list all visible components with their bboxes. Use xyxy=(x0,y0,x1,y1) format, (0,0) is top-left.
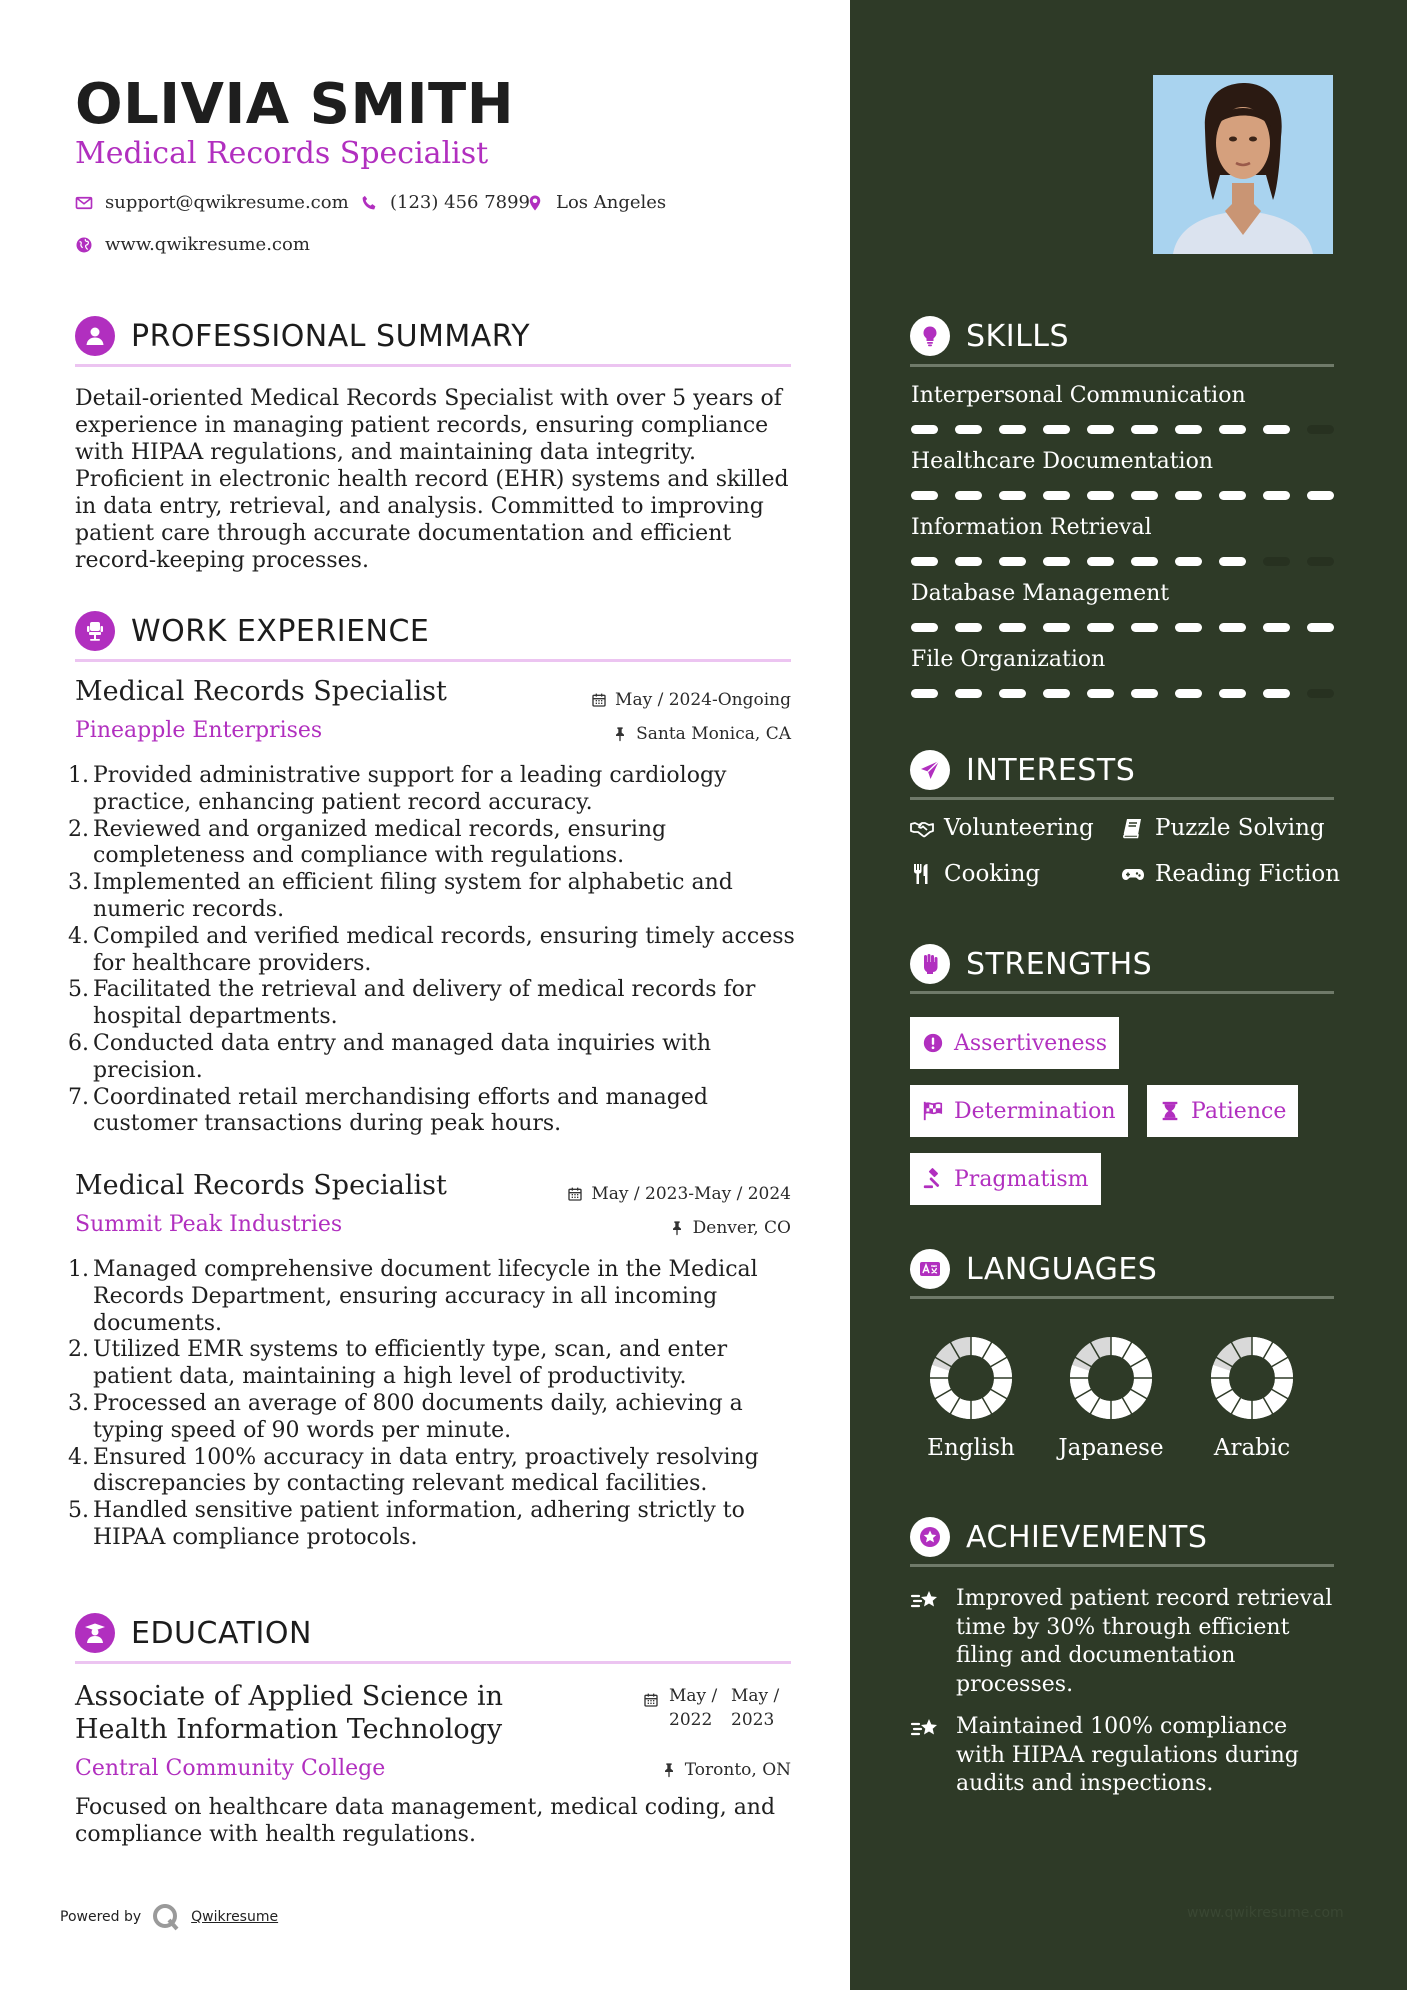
interest-item xyxy=(1121,861,1340,887)
bullet-text: Managed comprehensive document lifecycle in the Medical Records Department, ensuring accuracy in all incoming documents. xyxy=(93,1257,758,1336)
skills-heading xyxy=(910,316,1069,356)
strengths-heading-text: STRENGTHS xyxy=(966,946,1153,982)
skill-meter xyxy=(911,623,1335,632)
education-location-text: Toronto, ON xyxy=(684,1760,791,1780)
language-icon xyxy=(910,1249,950,1289)
lightbulb-icon xyxy=(910,316,950,356)
skills-heading-text: SKILLS xyxy=(966,318,1070,354)
list-item: 6. Conducted data entry and managed data inquiries with precision. xyxy=(68,1030,712,1083)
skill-name: Healthcare Documentation xyxy=(911,449,1214,474)
list-item: 5. Handled sensitive patient information, adhering strictly to HIPAA compliance protocols. xyxy=(68,1498,745,1550)
skill-dash xyxy=(1307,557,1334,566)
achievements-heading-text: ACHIEVEMENTS xyxy=(966,1519,1208,1555)
job-title: Medical Records Specialist xyxy=(75,1170,447,1201)
skill-dash xyxy=(1131,425,1158,434)
bullet-text: Compiled and verified medical records, ensuring timely access for healthcare providers. xyxy=(93,923,795,976)
language-donut xyxy=(1066,1333,1156,1423)
job-dates xyxy=(567,1184,791,1204)
interest-item xyxy=(910,815,1094,841)
strength-label: Determination xyxy=(954,1098,1116,1124)
strength-label: Patience xyxy=(1191,1098,1287,1124)
achievement-item xyxy=(910,1713,1340,1799)
skill-dash xyxy=(1175,557,1202,566)
language-item xyxy=(1197,1333,1307,1461)
star-badge-icon xyxy=(910,1517,950,1557)
language-donut xyxy=(1207,1333,1297,1423)
website-text: www.qwikresume.com xyxy=(105,234,310,255)
experience-rule xyxy=(75,659,791,662)
phone-icon xyxy=(360,194,378,212)
achievement-text: Maintained 100% compliance with HIPAA regulations during audits and inspections. xyxy=(956,1714,1299,1796)
interest-label: Volunteering xyxy=(944,815,1094,841)
education-dates xyxy=(643,1684,785,1732)
job-title: Medical Records Specialist xyxy=(75,676,447,707)
experience-heading xyxy=(75,611,429,651)
strength-chip xyxy=(910,1017,1119,1069)
calendar-icon xyxy=(567,1186,583,1202)
strengths-rule xyxy=(910,991,1334,994)
interest-label: Puzzle Solving xyxy=(1155,815,1325,841)
powered-by-text: Powered by xyxy=(60,1909,142,1925)
skill-dash xyxy=(911,491,938,500)
summary-text: Detail-oriented Medical Records Specialist with over 5 years of experience in managing patient records, ensuring compliance with HIPAA regulations, and maintaining data integrity. Proficient in electronic health record (EHR) systems and skilled in data entry, retrieval, and analysis. Committed to improving patient care through accurate documentation and efficient record-keeping processes. xyxy=(75,386,789,573)
exclamation-circle-icon xyxy=(922,1032,944,1054)
skill-dash xyxy=(1307,491,1334,500)
skill-dash xyxy=(1131,623,1158,632)
gamepad-icon xyxy=(1121,862,1145,886)
skill-dash xyxy=(1219,425,1246,434)
calendar-icon xyxy=(643,1692,659,1708)
phone-text: (123) 456 7899 xyxy=(390,192,531,213)
location-text: Los Angeles xyxy=(556,192,667,213)
skill-dash xyxy=(955,689,982,698)
envelope-icon xyxy=(75,194,93,212)
education-rule xyxy=(75,1661,791,1664)
bullet-text: Processed an average of 800 documents daily, achieving a typing speed of 90 words per minute. xyxy=(93,1390,743,1443)
gavel-icon xyxy=(922,1168,944,1190)
skill-dash xyxy=(955,557,982,566)
skill-dash xyxy=(911,623,938,632)
skill-dash xyxy=(1131,491,1158,500)
summary-heading-text: PROFESSIONAL SUMMARY xyxy=(131,318,531,354)
list-item: 2. Reviewed and organized medical records, ensuring completeness and compliance with regulations. xyxy=(68,816,667,869)
skill-dash xyxy=(1175,491,1202,500)
skill-dash xyxy=(1307,689,1334,698)
education-heading-text: EDUCATION xyxy=(131,1615,312,1651)
contact-location xyxy=(526,192,666,213)
job-location-text: Santa Monica, CA xyxy=(636,724,791,744)
job-company: Pineapple Enterprises xyxy=(75,718,323,743)
list-item: 4. Compiled and verified medical records, ensuring timely access for healthcare providers. xyxy=(68,923,795,976)
bullet-text: Utilized EMR systems to efficiently type, scan, and enter patient data, maintaining a high level of productivity. xyxy=(93,1337,728,1390)
skill-dash xyxy=(955,491,982,500)
language-donut xyxy=(926,1333,1016,1423)
interest-item xyxy=(910,861,1040,887)
summary-rule xyxy=(75,364,791,367)
hourglass-icon xyxy=(1159,1100,1181,1122)
map-pin-icon xyxy=(526,194,544,212)
skill-dash xyxy=(1219,557,1246,566)
education-start: May / 2022 xyxy=(669,1686,718,1730)
interests-rule xyxy=(910,797,1334,800)
list-item: 7. Coordinated retail merchandising efforts and managed customer transactions during peak hours. xyxy=(68,1084,708,1137)
bullet-text: Handled sensitive patient information, adhering strictly to HIPAA compliance protocols. xyxy=(93,1498,745,1550)
language-name: Japanese xyxy=(1058,1435,1164,1461)
skill-dash xyxy=(999,623,1026,632)
skill-dash xyxy=(1175,425,1202,434)
skill-name: Interpersonal Communication xyxy=(911,383,1246,408)
bullet-text: Facilitated the retrieval and delivery of medical records for hospital departments. xyxy=(93,977,756,1030)
contact-email[interactable] xyxy=(75,192,349,213)
pushpin-icon xyxy=(661,1762,677,1778)
skill-dash xyxy=(1175,689,1202,698)
pushpin-icon xyxy=(612,726,628,742)
summary-heading xyxy=(75,316,530,356)
job-dates-text: May / 2023-May / 2024 xyxy=(591,1184,791,1204)
skill-dash xyxy=(999,557,1026,566)
pushpin-icon xyxy=(669,1220,685,1236)
language-item xyxy=(1056,1333,1166,1461)
skill-dash xyxy=(999,491,1026,500)
skill-dash xyxy=(1263,557,1290,566)
graduate-icon xyxy=(75,1613,115,1653)
list-item: 1. Provided administrative support for a leading cardiology practice, enhancing patient record accuracy. xyxy=(68,763,727,815)
skills-rule xyxy=(910,364,1334,367)
achievement-item xyxy=(910,1585,1340,1699)
list-item: 2. Utilized EMR systems to efficiently type, scan, and enter patient data, maintaining a high level of productivity. xyxy=(68,1337,728,1390)
skill-dash xyxy=(1087,557,1114,566)
skill-dash xyxy=(1307,623,1334,632)
skill-dash xyxy=(1043,425,1070,434)
language-name: English xyxy=(927,1435,1015,1461)
powered-by xyxy=(60,1902,278,1932)
skill-name: Information Retrieval xyxy=(911,515,1152,540)
email-text: support@qwikresume.com xyxy=(105,192,349,213)
interest-item xyxy=(1121,815,1325,841)
skill-dash xyxy=(1263,425,1290,434)
skill-dash xyxy=(999,689,1026,698)
skill-dash xyxy=(1043,623,1070,632)
skill-dash xyxy=(1263,491,1290,500)
skill-name: File Organization xyxy=(911,647,1106,672)
skill-dash xyxy=(1043,689,1070,698)
skill-dash xyxy=(1263,689,1290,698)
handshake-icon xyxy=(910,816,934,840)
interest-label: Cooking xyxy=(944,861,1041,887)
bullet-text: Ensured 100% accuracy in data entry, proactively resolving discrepancies by contacting relevant medical facilities. xyxy=(93,1444,759,1497)
skill-dash xyxy=(1307,425,1334,434)
job-dates-text: May / 2024-Ongoing xyxy=(615,690,791,710)
education-end: May / 2023 xyxy=(731,1686,780,1730)
skill-dash xyxy=(1087,689,1114,698)
language-name: Arabic xyxy=(1213,1435,1291,1461)
achievements-rule xyxy=(910,1564,1334,1567)
bullet-text: Reviewed and organized medical records, ensuring completeness and compliance with regulations. xyxy=(93,816,667,869)
office-chair-icon xyxy=(75,611,115,651)
list-item: 1. Managed comprehensive document lifecycle in the Medical Records Department, ensuring accuracy in all incoming documents. xyxy=(68,1257,758,1336)
languages-heading-text: LANGUAGES xyxy=(966,1251,1158,1287)
education-heading xyxy=(75,1613,312,1653)
watermark: www.qwikresume.com xyxy=(1187,1905,1344,1921)
strength-chip xyxy=(1147,1085,1298,1137)
bullet-text: Conducted data entry and managed data inquiries with precision. xyxy=(93,1030,712,1083)
languages-heading xyxy=(910,1249,1157,1289)
job-company: Summit Peak Industries xyxy=(75,1212,343,1237)
skill-dash xyxy=(911,425,938,434)
skill-dash xyxy=(1263,623,1290,632)
skill-dash xyxy=(1087,491,1114,500)
job-dates xyxy=(591,690,791,710)
skill-dash xyxy=(1043,557,1070,566)
job-bullets xyxy=(68,1257,798,1552)
qwikresume-link[interactable]: Qwikresume xyxy=(191,1909,279,1925)
paper-plane-icon xyxy=(910,750,950,790)
skill-dash xyxy=(1219,491,1246,500)
list-item: 3. Implemented an efficient filing system for alphabetic and numeric records. xyxy=(68,870,733,922)
degree-title: Associate of Applied Science in Health Information Technology xyxy=(75,1681,504,1745)
list-item: 3. Processed an average of 800 documents daily, achieving a typing speed of 90 words per minute. xyxy=(68,1390,743,1443)
skill-meter xyxy=(911,557,1335,566)
school-name: Central Community College xyxy=(75,1756,386,1781)
achievement-text: Improved patient record retrieval time by 30% through efficient filing and documentation processes. xyxy=(956,1586,1333,1697)
globe-icon xyxy=(75,236,93,254)
skill-dash xyxy=(999,425,1026,434)
experience-heading-text: WORK EXPERIENCE xyxy=(131,613,430,649)
profile-photo xyxy=(1153,75,1333,254)
flag-checkered-icon xyxy=(922,1100,944,1122)
skill-meter xyxy=(911,689,1335,698)
skill-dash xyxy=(1219,689,1246,698)
interests-heading-text: INTERESTS xyxy=(966,752,1136,788)
job-location xyxy=(612,724,791,744)
skill-dash xyxy=(1219,623,1246,632)
skill-name: Database Management xyxy=(911,581,1170,606)
skill-dash xyxy=(911,689,938,698)
contact-phone[interactable] xyxy=(360,192,530,213)
skill-dash xyxy=(1043,491,1070,500)
interest-label: Reading Fiction xyxy=(1155,861,1341,887)
strength-label: Assertiveness xyxy=(954,1030,1108,1056)
education-description: Focused on healthcare data management, medical coding, and compliance with health regulations. xyxy=(75,1795,776,1847)
achievements-heading xyxy=(910,1517,1207,1557)
raised-fist-icon xyxy=(910,944,950,984)
strength-label: Pragmatism xyxy=(954,1166,1089,1192)
strengths-heading xyxy=(910,944,1152,984)
contact-website[interactable] xyxy=(75,234,310,255)
skill-dash xyxy=(1087,623,1114,632)
candidate-name: OLIVIA SMITH xyxy=(75,72,515,137)
skill-meter xyxy=(911,491,1335,500)
skill-dash xyxy=(1087,425,1114,434)
language-item xyxy=(916,1333,1026,1461)
bullet-text: Implemented an efficient filing system for alphabetic and numeric records. xyxy=(93,870,733,922)
strength-chip xyxy=(910,1153,1101,1205)
skill-dash xyxy=(1131,689,1158,698)
calendar-icon xyxy=(591,692,607,708)
bullet-text: Provided administrative support for a leading cardiology practice, enhancing patient record accuracy. xyxy=(93,763,727,815)
education-location xyxy=(661,1760,791,1780)
bullet-text: Coordinated retail merchandising efforts and managed customer transactions during peak hours. xyxy=(93,1084,708,1137)
job-location-text: Denver, CO xyxy=(692,1218,791,1238)
user-icon xyxy=(75,316,115,356)
skill-meter xyxy=(911,425,1335,434)
skill-dash xyxy=(1131,557,1158,566)
skill-dash xyxy=(1175,623,1202,632)
skill-dash xyxy=(911,557,938,566)
shooting-star-icon xyxy=(910,1716,942,1742)
list-item: 4. Ensured 100% accuracy in data entry, proactively resolving discrepancies by contacting relevant medical facilities. xyxy=(68,1444,759,1497)
utensils-icon xyxy=(910,862,934,886)
skill-dash xyxy=(955,425,982,434)
job-bullets xyxy=(68,763,798,1138)
candidate-title: Medical Records Specialist xyxy=(75,136,489,171)
strength-chip xyxy=(910,1085,1128,1137)
skill-dash xyxy=(955,623,982,632)
interests-heading xyxy=(910,750,1135,790)
book-icon xyxy=(1121,816,1145,840)
shooting-star-icon xyxy=(910,1588,942,1614)
list-item: 5. Facilitated the retrieval and delivery of medical records for hospital departments. xyxy=(68,977,756,1030)
languages-rule xyxy=(910,1296,1334,1299)
qwikresume-logo-icon xyxy=(151,1902,181,1932)
job-location xyxy=(669,1218,791,1238)
